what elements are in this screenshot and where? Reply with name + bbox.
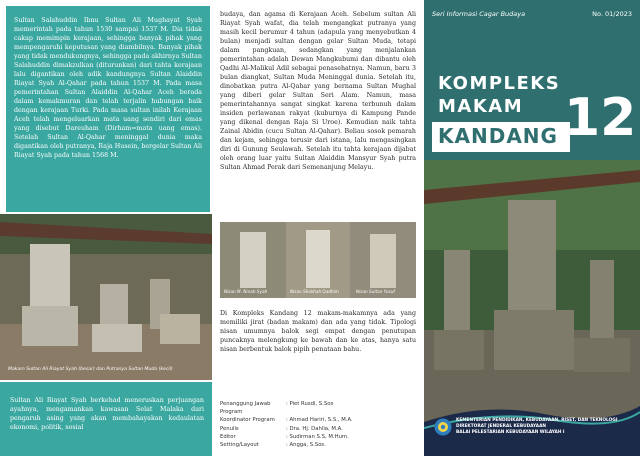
cover-panel (424, 0, 640, 456)
gravestones-illustration (220, 222, 416, 298)
credits-list (220, 400, 416, 449)
credit-row (220, 416, 416, 424)
credit-name: : Dra. Hj. Dahlia, M.A. (286, 425, 343, 432)
credit-row (220, 433, 416, 441)
middle-panel (212, 0, 424, 456)
credit-role: Koordinator Program (220, 417, 275, 424)
title-line-3: KANDANG (438, 124, 558, 148)
title-line-2: MAKAM (438, 96, 524, 117)
credit-role: Penulis (220, 425, 239, 432)
ministry-line: KEMENTERIAN PENDIDIKAN, KEBUDAYAAN, RISET, DAN TEKNOLOGI (456, 418, 618, 423)
left-panel (0, 0, 212, 456)
credit-name: : Sudirman S.S, M.Hum. (286, 433, 349, 440)
series-label: Seri Informasi Cagar Budaya (432, 10, 526, 18)
gravestone-caption-3: Nisan Sultan Yusuf (356, 289, 395, 294)
credit-role: Editor (220, 433, 236, 440)
photo-gravestones (220, 222, 416, 298)
ministry-line: BALAI PELESTARIAN KEBUDAYAAN WILAYAH I (456, 430, 565, 436)
credit-row (220, 425, 416, 433)
title-line-1: KOMPLEKS (438, 73, 561, 94)
mid-bottom-text: Di Kompleks Kandang 12 makam-makamnya ada yang memiliki jirat (badan makam) dan ada yang tidak. Tipologi nisan umumnya balok segi empat dengan penutupan puncaknya melengkung ke bawah dan ke atas, hanya satu nisan berbentuk balok pipih penataan bahu. (220, 310, 416, 353)
title-number: 12 (564, 88, 637, 148)
credit-row (220, 441, 416, 449)
graves-photo-illustration (0, 214, 212, 380)
photo-caption: Makam Sultan Ali Riayat Syah (besar) dan Putranya Sultan Muda (kecil) (8, 367, 173, 372)
credit-row (220, 400, 416, 416)
photo-sultan-graves (0, 214, 212, 380)
credit-role: Setting/Layout (220, 442, 259, 449)
mid-top-text: budaya, dan agama di Kerajaan Aceh. Sebelum sultan Ali Riayat Syah wafat, dia telah mengangkat putranya yang masih kecil berumur 4 tahun (adapula yang menyebutkan 4 bulan) menjadi sultan dengan gelar Sultan Muda, tetapi dalam pangkuan, sedangkan yang menjalankan pemerintahan adalah Dewan Mangkubumi dan dibantu oleh Qadhi Al-Malikul Adil sebagai penasehatnya. Namun, baru 3 bulan diangkat, Sultan Muda Meninggal dunia. Setelah itu, dinobatkan putra Al-Qahar yang bernama Sultan Mughal yang diberi gelar Sultan Seri Alam. Namun, masa pemerintahannya sangat singkat karena terbunuh dalam insiden perlawanan rakyat (kuburnya di Kampung Pande yang dikenal dengan Raja Si Uroe). Kemudian naik tahta Zainal Abidin (cucu Sultan Al-Qahar). Beliau sosok pemarah dan kejam, sehingga terusir dari istana, lalu mengasingkan diri di Gunung Seulawah. Setelah itu tahta kerajaan dijabat oleh orang luar yaitu Sultan Alaiddin Mansyur Syah putra Sultan Ahmad Perak dari Semenanjung Melayu. (220, 11, 416, 171)
gravestone-caption-2: Nisan Sholihah Qadhim (290, 289, 339, 294)
credit-role: Penanggung Jawab Program (220, 401, 271, 416)
left-bottom-text: Sultan Ali Riayat Syah berkehad meneruskan perjuangan ayahnya, mengamankan kawasan Selat Malaka dari pengaruh asing yang akan membahayakan kedaulatan ekonomi, politik, sosial (0, 382, 212, 456)
credit-name: : Ahmad Hariri, S.S., M.A. (286, 417, 353, 424)
ministry-logo-icon (434, 418, 452, 436)
credit-name: : Piet Rusdi, S.Sos (286, 401, 334, 407)
issue-number: No. 01/2023 (592, 10, 632, 18)
ministry-text (456, 418, 636, 437)
left-top-text: Sultan Salahuddin Ibnu Sultan Ali Mughayat Syah memerintah pada tahun 1530 sampai 1537 M. Dia tidak cakap memimpin kerajaan, sehingga banyak pihak yang mempengaruhi keputusan yang diambilnya. Banyak pihak yang tidak mendukungnya, sehingga pada akhirnya Sultan Salahuddin dimakzulkan (diturunkan) dari tahta kerajaan lalu digantikan oleh adik kandungnya Sultan Alaiddin Riayat Syah Al-Qahar pada tahun 1537 M. Pada masa pemerintahan Sultan Alaiddin Al-Qahar Aceh berada dalam kemakmuran dan telah terjalin hubungan baik dengan kerajaan Turki. Pada masa sultan inilah Kerajaan Aceh telah mengeluarkan mata uang sendiri dari emas yang disebut Dareuham (Dirham=mata uang emas). Setelah Sultan Al-Qahar meninggal dunia maka digantikan oleh putranya, Raja Husein, bergelar Sultan Ali Riayat Syah pada tahun 1568 M. (6, 6, 210, 212)
ministry-line: DIREKTORAT JENDERAL KEBUDAYAAN (456, 424, 547, 430)
credit-name: : Angga, S.Sos. (286, 442, 326, 449)
gravestone-caption-1: Nisan M. Ninah Syah (224, 289, 268, 294)
